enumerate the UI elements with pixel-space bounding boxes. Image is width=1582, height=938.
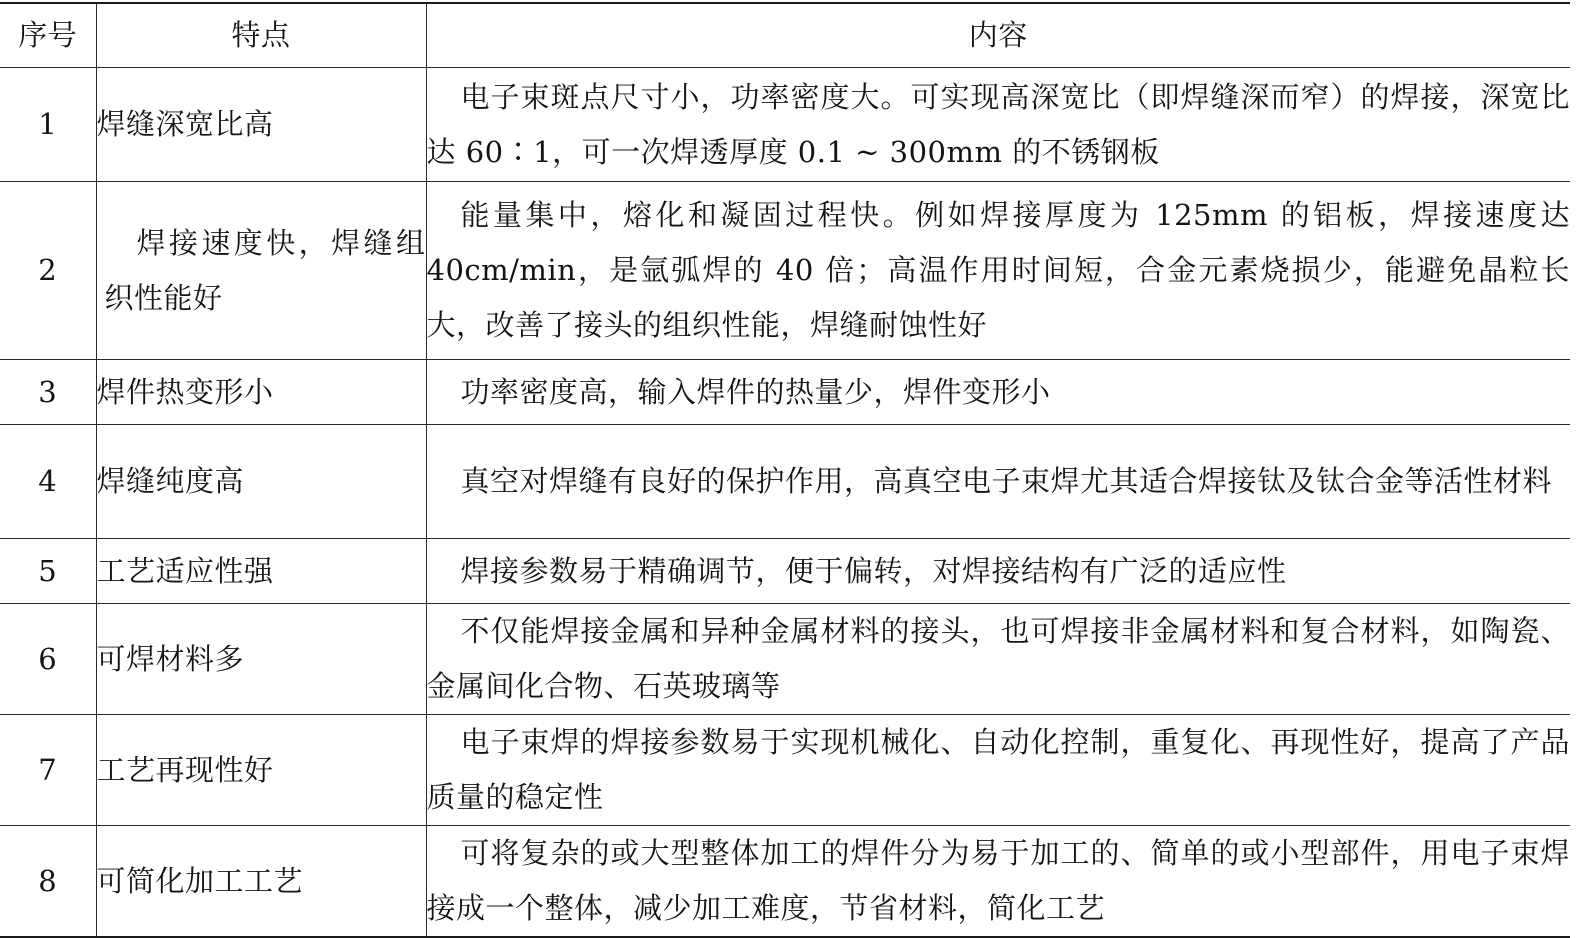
table-row [0, 826, 1570, 938]
row-number: 8 [0, 826, 96, 938]
row-feature: 工艺再现性好 [96, 715, 426, 826]
row-feature: 焊件热变形小 [96, 360, 426, 425]
row-feature: 可简化加工工艺 [96, 826, 426, 938]
row-content: 功率密度高，输入焊件的热量少，焊件变形小 [426, 360, 1570, 425]
table-header-row [0, 3, 1570, 68]
row-feature: 焊缝深宽比高 [96, 68, 426, 182]
table-row [0, 539, 1570, 604]
header-feature: 特点 [96, 3, 426, 68]
row-number: 1 [0, 68, 96, 182]
row-content: 电子束焊的焊接参数易于实现机械化、自动化控制，重复化、再现性好，提高了产品质量的稳定性 [426, 715, 1570, 826]
row-content: 真空对焊缝有良好的保护作用，高真空电子束焊尤其适合焊接钛及钛合金等活性材料 [426, 425, 1570, 539]
table-row [0, 604, 1570, 715]
table-row [0, 182, 1570, 360]
row-content: 不仅能焊接金属和异种金属材料的接头，也可焊接非金属材料和复合材料，如陶瓷、金属间化合物、石英玻璃等 [426, 604, 1570, 715]
table-row [0, 715, 1570, 826]
features-table [0, 2, 1570, 938]
table-row [0, 360, 1570, 425]
row-number: 2 [0, 182, 96, 360]
row-number: 7 [0, 715, 96, 826]
row-content: 能量集中，熔化和凝固过程快。例如焊接厚度为 125mm 的铝板，焊接速度达 40cm/min，是氩弧焊的 40 倍；高温作用时间短，合金元素烧损少，能避免晶粒长大，改善了接头的组织性能，焊缝耐蚀性好 [426, 182, 1570, 360]
row-number: 5 [0, 539, 96, 604]
table-row [0, 68, 1570, 182]
row-number: 3 [0, 360, 96, 425]
row-feature: 焊缝纯度高 [96, 425, 426, 539]
row-number: 4 [0, 425, 96, 539]
row-feature: 焊接速度快，焊缝组织性能好 [96, 182, 426, 360]
table-row [0, 425, 1570, 539]
row-feature: 可焊材料多 [96, 604, 426, 715]
header-number: 序号 [0, 3, 96, 68]
header-content: 内容 [426, 3, 1570, 68]
row-number: 6 [0, 604, 96, 715]
row-content: 电子束斑点尺寸小，功率密度大。可实现高深宽比（即焊缝深而窄）的焊接，深宽比达 60∶1，可一次焊透厚度 0.1 ~ 300mm 的不锈钢板 [426, 68, 1570, 182]
row-content: 可将复杂的或大型整体加工的焊件分为易于加工的、简单的或小型部件，用电子束焊接成一个整体，减少加工难度，节省材料，简化工艺 [426, 826, 1570, 938]
row-feature: 工艺适应性强 [96, 539, 426, 604]
row-content: 焊接参数易于精确调节，便于偏转，对焊接结构有广泛的适应性 [426, 539, 1570, 604]
